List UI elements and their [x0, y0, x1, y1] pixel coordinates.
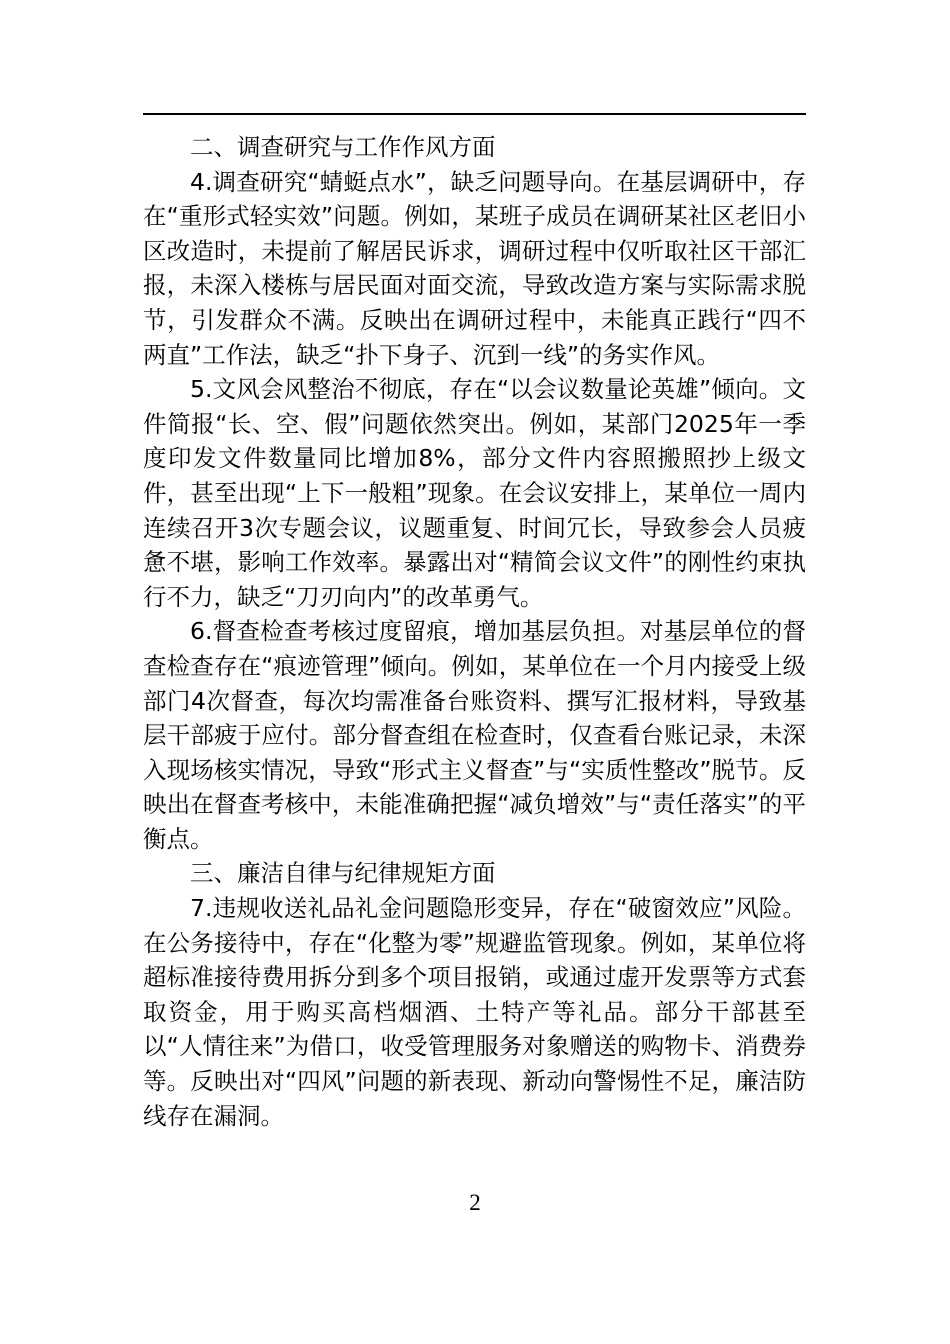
paragraph-item-4: 4.调查研究“蜻蜓点水”，缺乏问题导向。在基层调研中，存在“重形式轻实效”问题。例如，某班子成员在调研某社区老旧小区改造时，未提前了解居民诉求，调研过程中仅听取社区干部汇报，未深入楼栋与居民面对面交流，导致改造方案与实际需求脱节，引发群众不满。反映出在调研过程中，未能真正践行“四不两直”工作法，缺乏“扑下身子、沉到一线”的务实作风。	[143, 167, 806, 369]
section-heading-3: 三、廉洁自律与纪律规矩方面	[190, 859, 496, 888]
page-number: 2	[469, 1190, 481, 1215]
document-body	[143, 130, 806, 1133]
paragraph-item-6: 6.督查检查考核过度留痕，增加基层负担。对基层单位的督查检查存在“痕迹管理”倾向。例如，某单位在一个月内接受上级部门4次督查，每次均需准备台账资料、撰写汇报材料，导致基层干部疲于应付。部分督查组在检查时，仅查看台账记录，未深入现场核实情况，导致“形式主义督查”与“实质性整改”脱节。反映出在督查考核中，未能准确把握“减负增效”与“责任落实”的平衡点。	[143, 617, 806, 853]
paragraph-item-7: 7.违规收送礼品礼金问题隐形变异，存在“破窗效应”风险。在公务接待中，存在“化整为零”规避监管现象。例如，某单位将超标准接待费用拆分到多个项目报销，或通过虚开发票等方式套取资金，用于购买高档烟酒、土特产等礼品。部分干部甚至以“人情往来”为借口，收受管理服务对象赠送的购物卡、消费券等。反映出对“四风”问题的新表现、新动向警惕性不足，廉洁防线存在漏洞。	[143, 894, 806, 1130]
section-heading-2: 二、调查研究与工作作风方面	[190, 133, 496, 161]
header-rule	[143, 113, 806, 115]
paragraph-item-5: 5.文风会风整治不彻底，存在“以会议数量论英雄”倾向。文件简报“长、空、假”问题依然突出。例如，某部门2025年一季度印发文件数量同比增加8%，部分文件内容照搬照抄上级文件，甚至出现“上下一般粗”现象。在会议安排上，某单位一周内连续召开3次专题会议，议题重复、时间冗长，导致参会人员疲惫不堪，影响工作效率。暴露出对“精简会议文件”的刚性约束执行不力，缺乏“刀刃向内”的改革勇气。	[143, 375, 806, 611]
